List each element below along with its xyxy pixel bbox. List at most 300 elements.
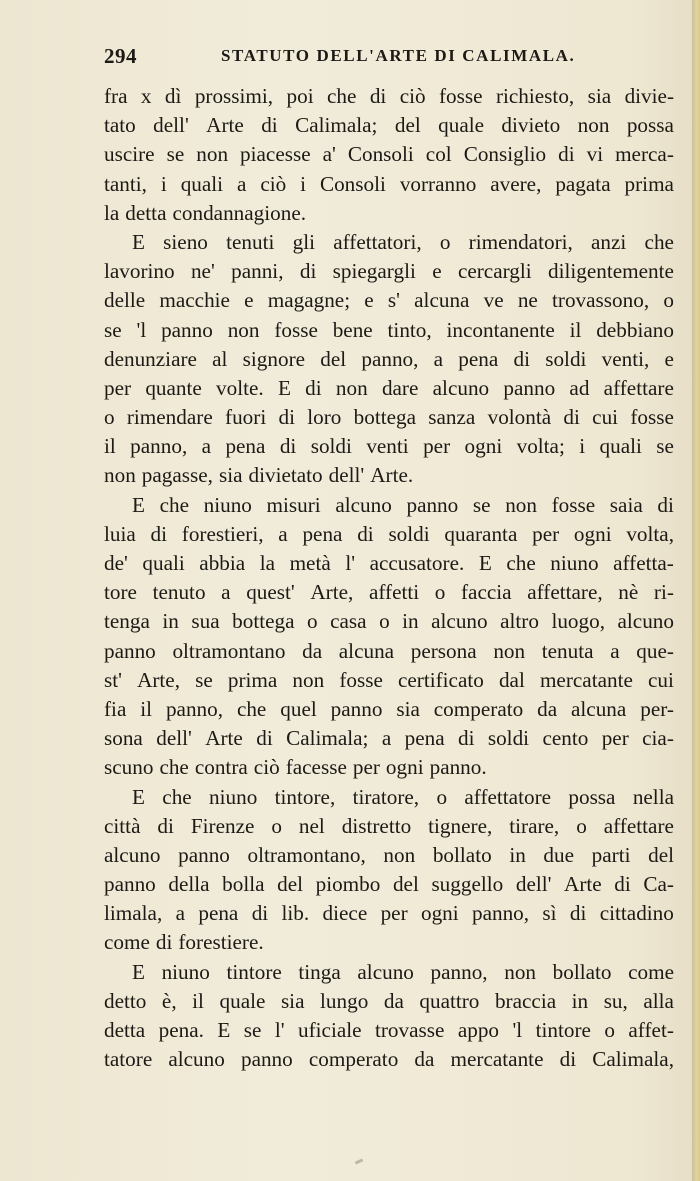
word: fosse	[274, 317, 318, 342]
word: da	[537, 696, 558, 721]
word: bolla	[222, 872, 265, 897]
word: pagata	[555, 171, 611, 196]
word: facesse	[285, 755, 347, 780]
word: la	[259, 551, 276, 575]
word: ve	[483, 288, 504, 313]
word: cittadino	[599, 901, 674, 926]
word: fosse	[551, 492, 596, 517]
word: bollato	[432, 842, 492, 867]
word: signore	[242, 346, 306, 371]
word: ri-	[653, 580, 674, 605]
word: contra	[194, 755, 248, 780]
word: alcuno	[431, 609, 488, 634]
word: affettare,	[527, 580, 603, 605]
word: soldi	[545, 346, 587, 371]
word: se	[243, 1018, 262, 1042]
word: due	[543, 842, 575, 867]
text-line	[104, 286, 674, 315]
word: que-	[636, 638, 674, 663]
word: sua	[191, 609, 220, 634]
word: col	[425, 142, 452, 167]
word: pena	[404, 726, 445, 751]
word: parti	[591, 842, 631, 867]
word: certificato	[397, 667, 484, 692]
word: di	[563, 405, 580, 430]
word: fia	[104, 696, 127, 721]
word: rimendatori,	[468, 229, 573, 254]
text-line	[104, 753, 674, 782]
word: è,	[161, 988, 177, 1013]
text-line	[104, 783, 674, 812]
word: panno	[330, 696, 383, 721]
word: misuri	[266, 492, 321, 517]
word: tenuto	[152, 580, 206, 605]
word: E	[132, 959, 145, 984]
text-line	[104, 812, 674, 841]
word: pena	[198, 901, 239, 926]
word: non	[577, 113, 610, 138]
word: abbia	[199, 551, 246, 575]
word: di	[357, 521, 374, 546]
word: alcuna	[338, 638, 395, 663]
word: niuno	[209, 784, 258, 809]
word: sona	[104, 726, 143, 751]
word: fuori	[225, 405, 267, 430]
word: Calimala;	[286, 726, 369, 751]
word: della	[168, 872, 210, 897]
word: tinto,	[387, 317, 432, 342]
word: di	[279, 434, 297, 459]
word: a	[610, 638, 620, 663]
word: che	[159, 492, 189, 517]
text-line	[104, 257, 674, 286]
word: tintore	[535, 1018, 591, 1042]
word: tirare,	[509, 813, 560, 838]
word: affettare	[603, 813, 674, 838]
word: dal	[498, 667, 525, 692]
word: da	[383, 988, 404, 1013]
word: affettatori,	[333, 229, 422, 254]
word: l'	[345, 551, 356, 575]
word: di	[305, 375, 322, 400]
word: pena.	[158, 1018, 204, 1042]
word: a	[278, 521, 288, 546]
text-line	[104, 316, 674, 345]
word: sì	[542, 901, 557, 926]
word: panno,	[130, 434, 188, 459]
running-title: STATUTO DELL'ARTE DI CALIMALA.	[221, 46, 576, 65]
word: tiratore,	[352, 784, 420, 809]
word: di	[558, 142, 575, 167]
word: E	[217, 1018, 231, 1042]
word: o	[439, 229, 451, 254]
word: volontà	[487, 405, 552, 430]
word: affet-	[628, 1018, 674, 1042]
text-line	[104, 841, 674, 870]
word: quale	[219, 988, 266, 1013]
word: pena	[458, 346, 499, 371]
word: ad	[569, 375, 590, 400]
word: piombo	[315, 872, 381, 897]
word: che	[644, 229, 674, 254]
word: il	[569, 317, 582, 342]
word: Firenze	[190, 813, 255, 838]
text-line	[104, 870, 674, 899]
word: vi	[586, 142, 604, 167]
word: di	[150, 521, 168, 546]
word: forestiere.	[178, 930, 264, 955]
word: fra	[104, 84, 128, 108]
word: Consoli	[319, 171, 386, 196]
word: denunziare	[104, 346, 197, 371]
word: spiegargli	[332, 259, 416, 284]
word: niuno	[161, 959, 210, 984]
text-line	[104, 520, 674, 549]
word: il	[192, 988, 204, 1013]
word: alcuno	[168, 1047, 225, 1072]
word: che	[162, 784, 192, 809]
word: divietato	[248, 463, 323, 488]
word: nel	[298, 813, 325, 838]
word: o	[576, 813, 587, 838]
word: poi	[286, 84, 314, 108]
word: e	[244, 288, 254, 313]
word: detto	[104, 988, 147, 1013]
word: saia	[609, 492, 643, 517]
word: di	[278, 405, 295, 430]
word: o	[436, 784, 448, 809]
word: Arte.	[370, 463, 414, 488]
word: possa	[626, 113, 674, 138]
word: per	[104, 375, 132, 400]
word: dare	[381, 375, 419, 400]
word: tinga	[298, 959, 341, 984]
word: panno,	[430, 959, 488, 984]
word: fosse	[630, 405, 674, 430]
word: del	[320, 346, 347, 371]
word: mercatante	[450, 1047, 544, 1072]
word: panno,	[165, 696, 224, 721]
word: tenga	[104, 609, 150, 634]
text-line	[104, 345, 674, 374]
word: tenuti	[226, 229, 275, 254]
body-text	[104, 82, 674, 1074]
word: E	[132, 492, 145, 517]
word: al	[212, 346, 228, 371]
word: che	[159, 755, 189, 780]
page-edge	[692, 0, 700, 1181]
word: comperato	[433, 696, 524, 721]
word: non	[383, 842, 416, 867]
word: possa	[568, 784, 616, 809]
word: fosse	[439, 84, 483, 108]
word: o	[434, 580, 446, 605]
word: quali	[142, 551, 185, 575]
text-line	[104, 899, 674, 928]
word: che	[236, 696, 267, 721]
word: come	[104, 930, 150, 955]
word: suggello	[431, 872, 504, 897]
word: debbiano	[596, 317, 674, 342]
word: s'	[387, 288, 400, 313]
word: gli	[292, 229, 315, 254]
word: quale	[438, 113, 485, 138]
word: detta	[104, 1018, 146, 1042]
word: che	[327, 84, 357, 108]
word: quattro	[419, 988, 480, 1013]
word: cia-	[642, 726, 674, 751]
word: cui	[648, 667, 674, 692]
word: da	[302, 638, 323, 663]
word: panno	[406, 492, 459, 517]
word: comperato	[308, 1047, 399, 1072]
word: di	[569, 901, 587, 926]
word: trovassono,	[552, 288, 650, 313]
word: bollato	[552, 959, 612, 984]
word: tenuta	[541, 638, 594, 663]
word: Arte	[205, 726, 243, 751]
word: affetti	[368, 580, 420, 605]
word: 'l	[136, 317, 147, 342]
word: se	[656, 434, 674, 459]
word: alcuno	[335, 492, 392, 517]
word: uficiale	[298, 1018, 362, 1042]
word: in	[402, 609, 419, 634]
word: ciò	[260, 171, 287, 196]
word: di	[299, 259, 317, 284]
word: panno	[240, 1047, 293, 1072]
word: pagasse,	[141, 463, 213, 488]
ink-mark	[355, 1158, 364, 1164]
word: alcuna	[571, 696, 627, 721]
word: la	[104, 200, 120, 225]
word: di	[657, 492, 674, 517]
word: alcuno	[104, 842, 161, 867]
word: panni,	[231, 259, 284, 284]
word: distretto	[341, 813, 412, 838]
word: soldi	[487, 726, 530, 751]
word: ogni	[464, 434, 503, 459]
word: divieto	[501, 113, 561, 138]
word: in	[571, 988, 589, 1013]
word: Calimala,	[592, 1047, 674, 1072]
word: panno	[104, 872, 156, 897]
word: per-	[640, 696, 674, 721]
word: il	[104, 434, 116, 459]
text-line	[104, 170, 674, 199]
word: uscire	[104, 142, 155, 167]
word: lavorino	[104, 259, 175, 284]
word: che	[506, 551, 536, 575]
word: del	[648, 842, 674, 867]
word: alcuno	[617, 609, 674, 634]
word: incontanente	[446, 317, 555, 342]
word: dì	[164, 84, 182, 108]
word: da	[414, 1047, 435, 1072]
word: non	[504, 959, 536, 984]
word: anzi	[591, 229, 627, 254]
word: bottega	[232, 609, 295, 634]
text-line	[104, 666, 674, 695]
word: del	[277, 872, 304, 897]
word: mercatante	[539, 667, 633, 692]
word: Arte,	[310, 580, 354, 605]
word: pena	[302, 521, 343, 546]
word: tatore	[104, 1047, 153, 1072]
word: di	[256, 726, 273, 751]
word: per	[380, 901, 408, 926]
word: quest'	[246, 580, 295, 605]
word: prossimi,	[194, 84, 274, 108]
text-line	[104, 199, 674, 228]
word: magagne;	[267, 288, 351, 313]
text-line	[104, 1045, 674, 1074]
word: metà	[289, 551, 331, 575]
word: venti	[366, 434, 409, 459]
word: del	[394, 113, 421, 138]
word: di	[559, 1047, 577, 1072]
word: o	[271, 813, 282, 838]
word: in	[509, 842, 526, 867]
word: affettatore	[464, 784, 552, 809]
word: limala,	[104, 901, 163, 926]
word: cui	[592, 405, 619, 430]
word: quante	[145, 375, 202, 400]
word: scuno	[104, 755, 154, 780]
word: st'	[104, 667, 122, 692]
word: Consoli	[347, 142, 414, 167]
word: non	[505, 492, 537, 517]
word: piacesse	[240, 142, 311, 167]
word: accusatore.	[369, 551, 465, 575]
word: fosse	[339, 667, 383, 692]
word: divie-	[624, 84, 674, 108]
word: a	[221, 580, 231, 605]
word: lib.	[281, 901, 310, 926]
word: E	[132, 784, 145, 809]
word: dell'	[153, 113, 189, 138]
word: sia	[587, 84, 612, 108]
word: affettare	[603, 375, 674, 400]
word: braccia	[494, 988, 557, 1013]
word: panno	[503, 375, 556, 400]
word: ne	[517, 288, 538, 313]
word: volta;	[516, 434, 565, 459]
word: condannagione.	[172, 200, 307, 225]
word: pena	[225, 434, 266, 459]
word: x	[140, 84, 152, 108]
word: affetta-	[613, 551, 674, 575]
word: ne'	[190, 259, 215, 284]
word: merca-	[615, 142, 674, 167]
text-line	[104, 1016, 674, 1045]
word: altro	[500, 609, 539, 634]
word: di	[261, 113, 278, 138]
word: vorranno	[399, 171, 477, 196]
word: panno,	[472, 901, 530, 926]
word: diece	[322, 901, 368, 926]
word: appo	[457, 1018, 500, 1042]
word: bottega	[353, 405, 416, 430]
word: nè	[618, 580, 639, 605]
word: a	[381, 726, 392, 751]
word: ciò	[253, 755, 280, 780]
word: alcuna	[414, 288, 470, 313]
word: a	[175, 901, 185, 926]
word: alcuno	[357, 959, 414, 984]
word: se	[104, 317, 122, 342]
word: o	[104, 405, 115, 430]
word: città	[104, 813, 141, 838]
running-head	[104, 44, 674, 72]
word: panno,	[361, 346, 419, 371]
word: su,	[603, 988, 628, 1013]
text-line	[104, 140, 674, 169]
word: prima	[227, 667, 278, 692]
word: ciò	[399, 84, 426, 108]
word: e	[664, 346, 674, 371]
word: tanti,	[104, 171, 147, 196]
word: loro	[307, 405, 342, 430]
word: trovasse	[374, 1018, 445, 1042]
word: di	[369, 84, 387, 108]
word: se	[195, 667, 213, 692]
word: ogni	[573, 521, 612, 546]
word: soldi	[388, 521, 430, 546]
word: a	[237, 171, 247, 196]
word: quaranta	[444, 521, 518, 546]
word: quali	[599, 434, 642, 459]
word: i	[579, 434, 586, 459]
word: avere,	[490, 171, 542, 196]
word: Arte,	[137, 667, 181, 692]
word: nella	[632, 784, 674, 809]
word: Arte	[206, 113, 244, 138]
word: tintore,	[274, 784, 336, 809]
word: il	[140, 696, 153, 721]
word: se	[472, 492, 491, 517]
word: per	[601, 726, 629, 751]
text-line	[104, 578, 674, 607]
word: dell'	[515, 872, 552, 897]
word: alcuno	[432, 375, 490, 400]
word: cercargli	[457, 259, 532, 284]
text-line	[104, 491, 674, 520]
text-line	[104, 958, 674, 987]
word: non	[335, 375, 368, 400]
word: richiesto,	[495, 84, 575, 108]
word: di	[251, 901, 269, 926]
word: Calimala;	[295, 113, 378, 138]
word: non	[196, 142, 229, 167]
word: diligentemente	[548, 259, 674, 284]
word: sanza	[428, 405, 476, 430]
word: faccia	[461, 580, 512, 605]
text-line	[104, 111, 674, 140]
word: di	[513, 346, 530, 371]
word: di	[157, 813, 174, 838]
word: macchie	[159, 288, 230, 313]
word: prima	[624, 171, 674, 196]
word: di	[614, 872, 631, 897]
word: 'l	[512, 1018, 523, 1042]
word: o	[604, 1018, 615, 1042]
word: alla	[643, 988, 674, 1013]
word: quali	[180, 171, 224, 196]
word: niuno	[203, 492, 252, 517]
word: dell'	[328, 463, 365, 488]
word: persona	[410, 638, 477, 663]
